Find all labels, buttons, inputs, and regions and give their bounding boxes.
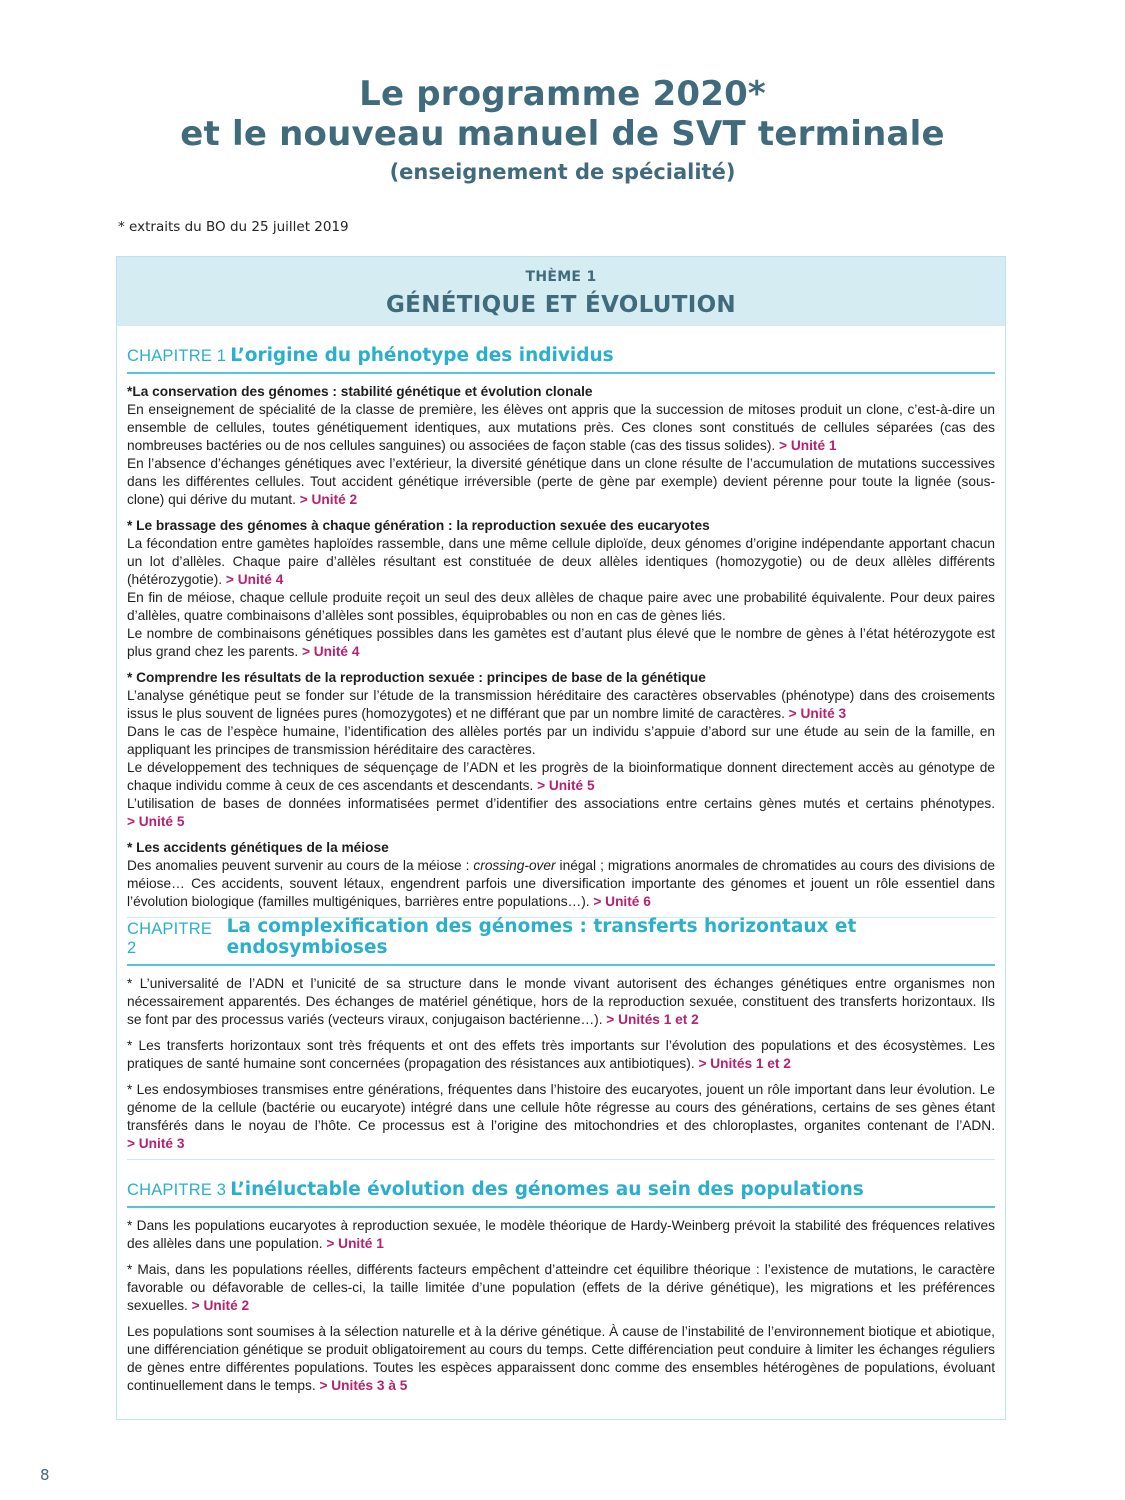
italic-term: crossing-over (473, 858, 556, 873)
unit-reference-link[interactable]: > Unités 1 et 2 (698, 1056, 791, 1071)
paragraph-text: * Dans les populations eucaryotes à reproduction sexuée, le modèle théorique de Hardy-Weinberg prévoit la stabilité des fréquences relatives des allèles dans une population. (127, 1218, 995, 1251)
chapter-header (127, 1160, 995, 1208)
paragraph (127, 1261, 995, 1315)
paragraph-text: Dans le cas de l’espèce humaine, l’identification des allèles portés par un individu s’appuie d’abord sur une étude au sein de la famille, en appliquant les principes de transmission héréditaire des caractères. (127, 724, 995, 757)
paragraph-text: L’analyse génétique peut se fonder sur l’étude de la transmission héréditaire des caractères observables (phénotype) dans des croisements issus le plus souvent de lignées pures (homozygotes) et ne différant que par un nombre limité de caractères. (127, 688, 995, 721)
theme-header (117, 257, 1005, 326)
unit-reference-link[interactable]: > Unité 5 (537, 778, 595, 793)
chapter-title: La complexification des génomes : transferts horizontaux et endosymbioses (226, 916, 857, 958)
title-line-2: et le nouveau manuel de SVT terminale (180, 114, 945, 154)
paragraph (127, 669, 995, 831)
paragraph-text: * Les endosymbioses transmises entre générations, fréquentes dans l’histoire des eucaryotes, jouent un rôle important dans leur évolution. Le génome de la cellule (bactérie ou eucaryote) intégré dans une cellule hôte régresse au cours des générations, certains de ses gènes étant transférés dans le noyau de l’hôte. Ce processus est à l’origine des mitochondries et des chloroplastes, organites contenant de l’ADN. (127, 1082, 995, 1133)
page-subtitle: (enseignement de spécialité) (389, 160, 736, 184)
paragraph-text: En fin de méiose, chaque cellule produite reçoit un seul des deux allèles de chaque paire avec une probabilité équivalente. Pour deux paires d’allèles, quatre combinaisons d’allèles sont possibles, équiprobables ou non en cas de gènes liés. (127, 590, 995, 623)
paragraph-text: En enseignement de spécialité de la classe de première, les élèves ont appris que la succession de mitoses produit un clone, c’est-à-dire un ensemble de cellules, toutes génétiquement identiques, aux mutations près. Ces clones sont constitués de cellules séparées (cas des nombreuses bactéries ou de nos cellules sanguines) ou associées de façon stable (cas des tissus solides). (127, 402, 995, 453)
chapter-title: L’inéluctable évolution des génomes au sein des populations (230, 1179, 864, 1200)
paragraph (127, 1081, 995, 1153)
paragraph-heading: * Les accidents génétiques de la méiose (127, 840, 389, 855)
paragraph (127, 1323, 995, 1395)
unit-reference-link[interactable]: > Unité 2 (191, 1298, 250, 1313)
chapter-3 (117, 1160, 1005, 1401)
paragraph (127, 1037, 995, 1073)
paragraph-text: La fécondation entre gamètes haploïdes rassemble, dans une même cellule diploïde, deux génomes d’origine indépendante apportant chacun un lot d’allèles. Chaque paire d’allèles résultant est constituée de deux allèles identiques (homozygotie) ou de deux allèles différents (hétérozygotie). (127, 536, 995, 587)
paragraph-heading: * Comprendre les résultats de la reproduction sexuée : principes de base de la génétique (127, 670, 706, 685)
paragraph-text: * L’universalité de l’ADN et l’unicité de sa structure dans le monde vivant autorisent des échanges génétiques entre organismes non nécessairement apparentés. Des échanges de matériel génétique, hors de la reproduction sexuée, constituent des transferts horizontaux. Ils se font par des processus variés (vecteurs viraux, conjugaison bactérienne…). (127, 976, 995, 1027)
chapters-list (117, 326, 1005, 1401)
footnote: * extraits du BO du 25 juillet 2019 (118, 219, 349, 235)
unit-reference-link[interactable]: > Unité 4 (225, 572, 284, 587)
paragraph (127, 517, 995, 661)
unit-reference-link[interactable]: > Unité 6 (593, 894, 651, 909)
chapter-number: CHAPITRE 2 (127, 920, 213, 957)
unit-reference-link[interactable]: > Unité 1 (326, 1236, 384, 1251)
paragraph-text: En l’absence d’échanges génétiques avec l’extérieur, la diversité génétique dans un clone résulte de l’accumulation de mutations successives dans les différentes cellules. Tout accident génétique irréversible (perte de gène par exemple) devient pérenne pour toute la lignée (sous-clone) qui dérive du mutant. (127, 456, 995, 507)
paragraph-heading: *La conservation des génomes : stabilité génétique et évolution clonale (127, 384, 593, 399)
paragraph-text: * Mais, dans les populations réelles, différents facteurs empêchent d’atteindre cet équilibre théorique : l’existence de mutations, le caractère favorable ou défavorable de celles-ci, la taille limitée d’une population (effets de la dérive génétique), les migrations et les préférences sexuelles. (127, 1262, 995, 1313)
paragraph (127, 839, 995, 911)
page-number: 8 (40, 1466, 50, 1484)
paragraph (127, 383, 995, 509)
unit-reference-link[interactable]: > Unités 1 et 2 (606, 1012, 699, 1027)
page-title (0, 74, 1125, 190)
paragraph-text: Le développement des techniques de séquençage de l’ADN et les progrès de la bioinformatique donnent directement accès au génotype de chaque individu comme à ceux de ces ascendants et descendants. (127, 760, 995, 793)
theme-box (116, 256, 1006, 1420)
title-line-1: Le programme 2020* (359, 74, 766, 114)
unit-reference-link[interactable]: > Unité 3 (788, 706, 847, 721)
paragraph (127, 975, 995, 1029)
unit-reference-link[interactable]: > Unité 4 (302, 644, 360, 659)
chapter-number: CHAPITRE 3 (127, 1181, 227, 1199)
unit-reference-link[interactable]: > Unité 1 (779, 438, 837, 453)
theme-kicker: THÈME 1 (525, 269, 597, 285)
paragraph-text: * Les transferts horizontaux sont très fréquents et ont des effets très importants sur l’évolution des populations et des écosystèmes. Les pratiques de santé humaine sont concernées (propagation des résistances aux antibiotiques). (127, 1038, 995, 1071)
chapter-title: L’origine du phénotype des individus (230, 345, 614, 366)
unit-reference-link[interactable]: > Unité 3 (127, 1136, 185, 1151)
paragraph-text: Les populations sont soumises à la sélection naturelle et à la dérive génétique. À cause de l’instabilité de l’environnement biotique et abiotique, une différenciation génétique se produit obligatoirement au cours du temps. Cette différenciation peut conduire à limiter les échanges réguliers de gènes entre différentes populations. Toutes les espèces apparaissent donc comme des ensembles hétérogènes de populations, évoluant continuellement dans le temps. (127, 1324, 995, 1393)
unit-reference-link[interactable]: > Unité 5 (127, 814, 185, 829)
theme-name: GÉNÉTIQUE ET ÉVOLUTION (386, 292, 736, 318)
paragraph-heading: * Le brassage des génomes à chaque génération : la reproduction sexuée des eucaryotes (127, 518, 710, 533)
unit-reference-link[interactable]: > Unités 3 à 5 (319, 1378, 408, 1393)
chapter-header (127, 918, 995, 966)
chapter-body (127, 1208, 995, 1401)
paragraph-text: inégal ; migrations anormales de chromatides au cours des divisions de méiose… Ces accidents, souvent létaux, engendrent parfois une diversification importante des génomes et jouent un rôle essentiel dans l’évolution biologique (familles multigéniques, barrières entre populations…). (127, 858, 995, 909)
chapter-2 (117, 918, 1005, 1160)
chapter-body (127, 374, 995, 918)
paragraph-text: Des anomalies peuvent survenir au cours de la méiose : (127, 858, 474, 873)
paragraph-text: L’utilisation de bases de données informatisées permet d’identifier des associations entre certains gènes mutés et certains phénotypes. (127, 796, 995, 811)
chapter-body (127, 966, 995, 1160)
chapter-1 (117, 326, 1005, 918)
chapter-number: CHAPITRE 1 (127, 347, 227, 365)
paragraph-text: Le nombre de combinaisons génétiques possibles dans les gamètes est d’autant plus élevé que le nombre de gènes à l’état hétérozygote est plus grand chez les parents. (127, 626, 995, 659)
unit-reference-link[interactable]: > Unité 2 (299, 492, 358, 507)
paragraph (127, 1217, 995, 1253)
chapter-header (127, 326, 995, 374)
